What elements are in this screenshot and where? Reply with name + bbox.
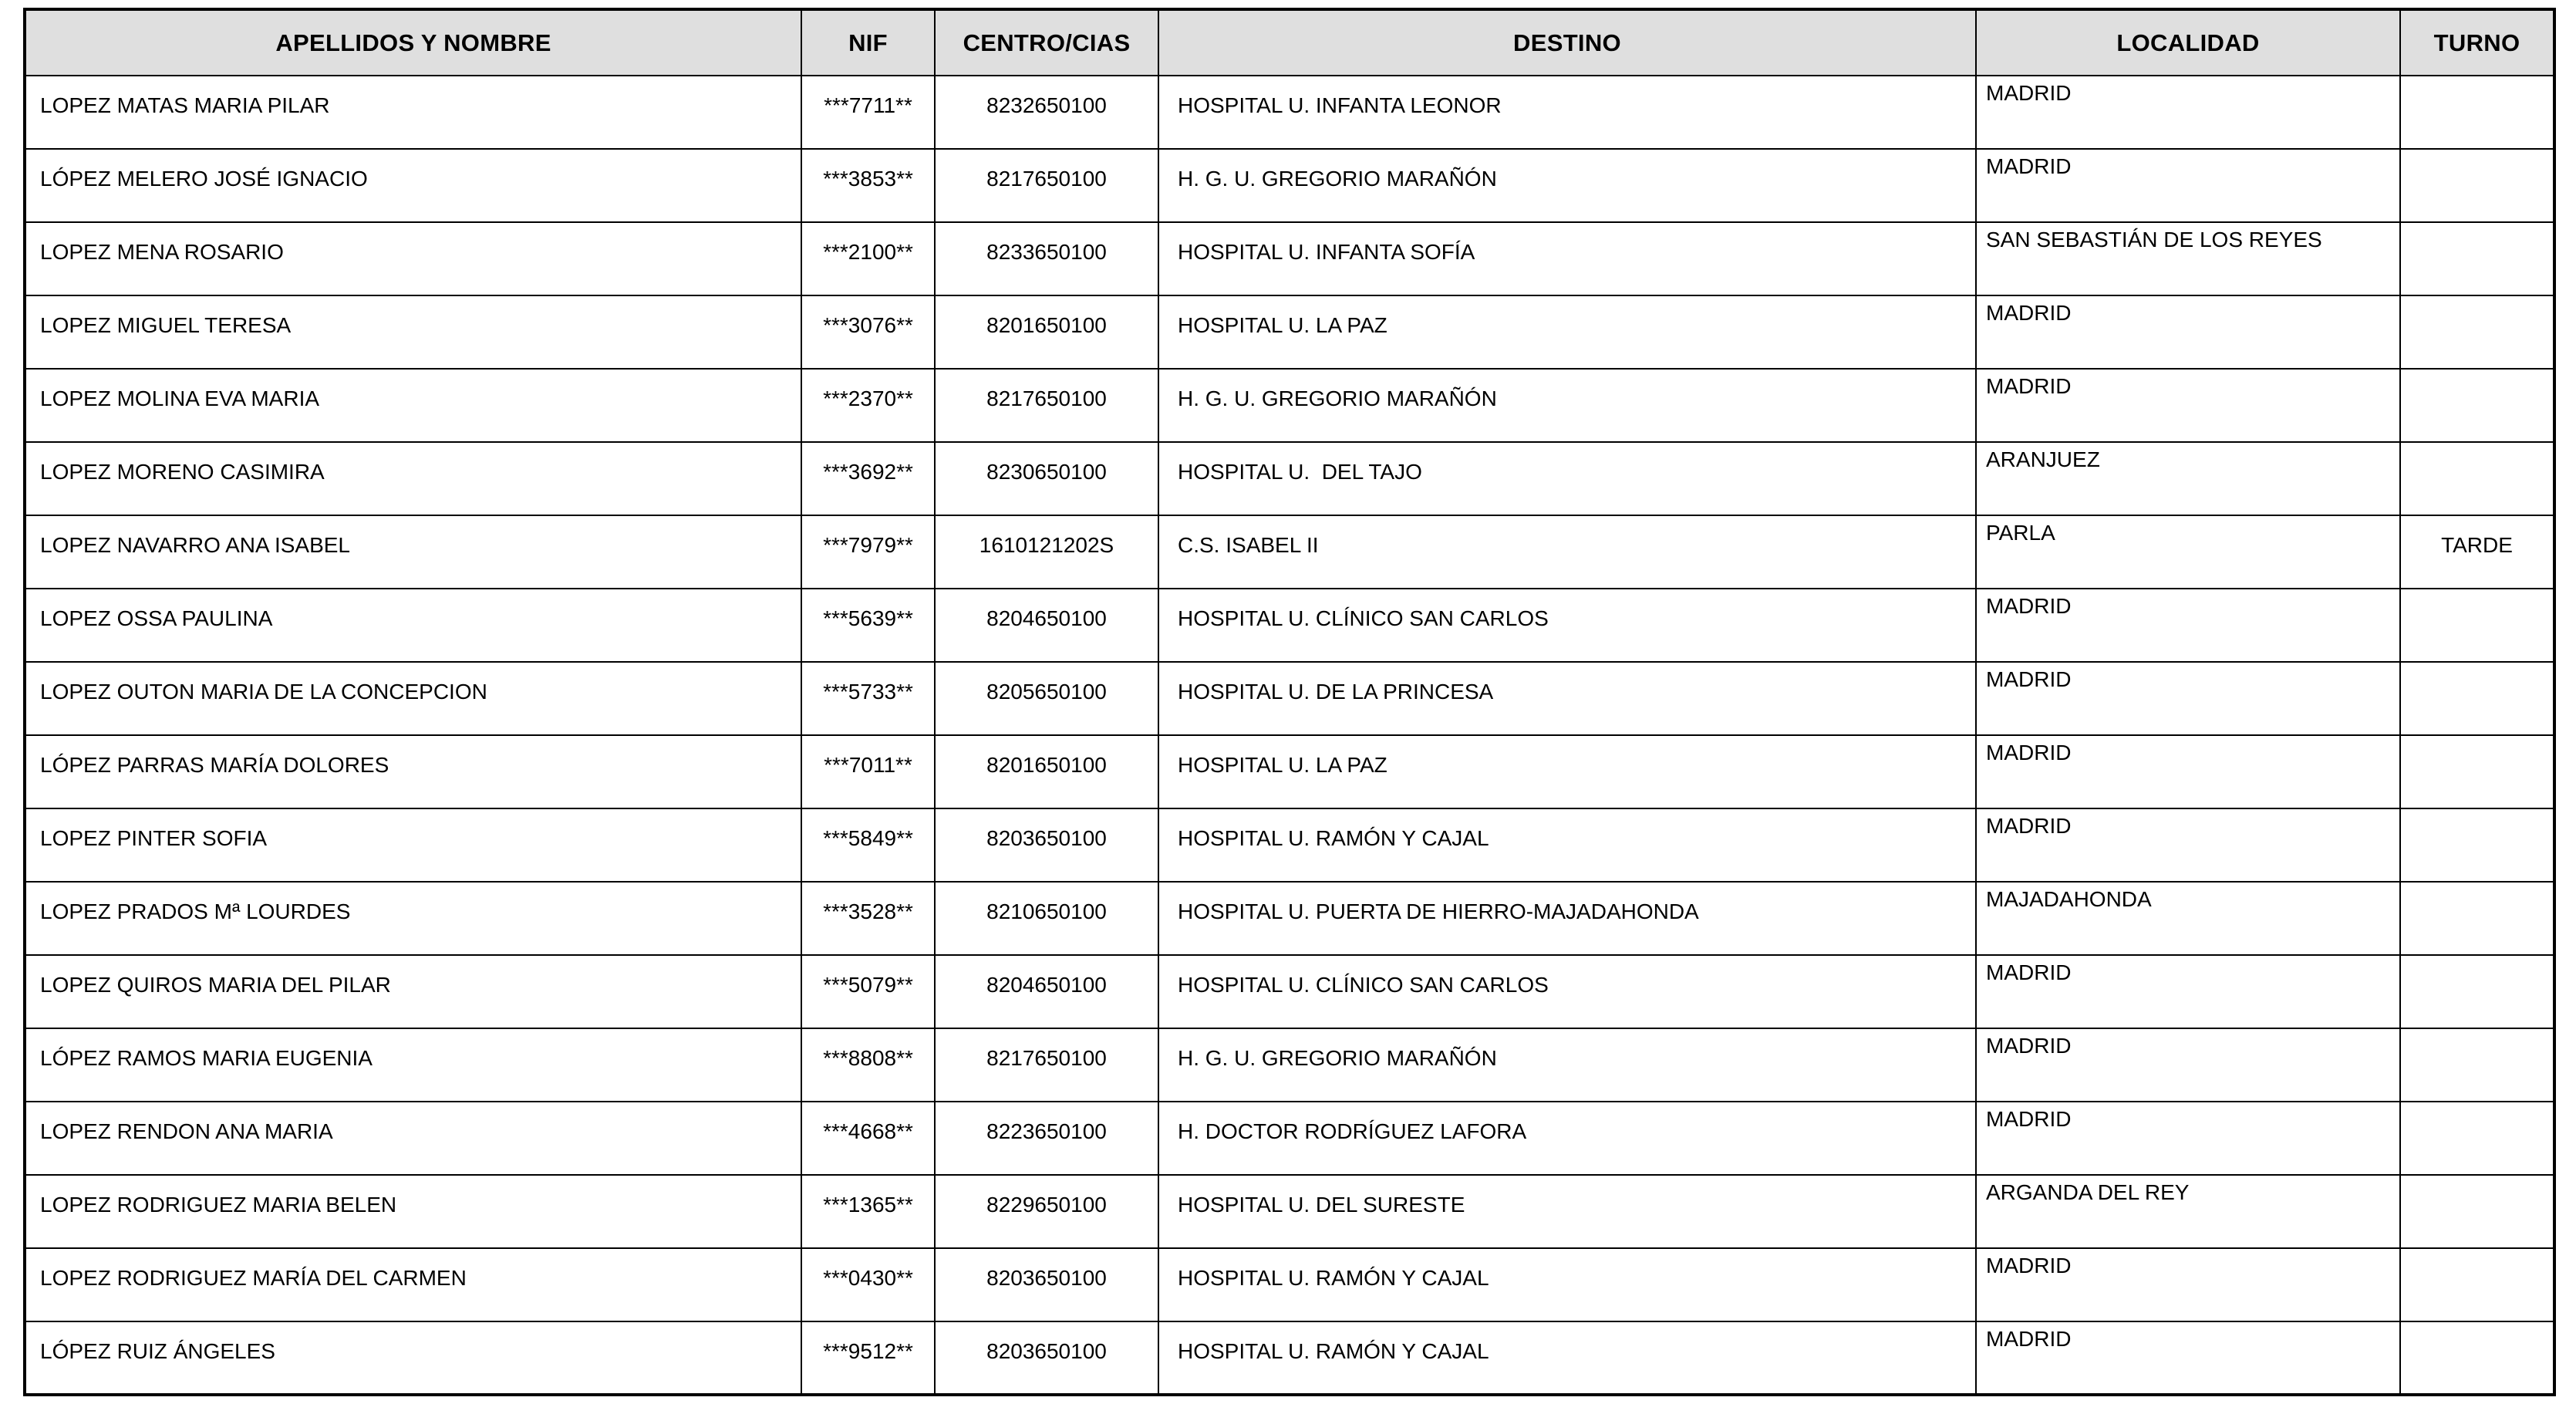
cell-localidad: MADRID (1976, 1028, 2400, 1102)
cell-nombre: LOPEZ QUIROS MARIA DEL PILAR (25, 955, 801, 1028)
cell-destino: C.S. ISABEL II (1158, 515, 1976, 589)
cell-localidad: MADRID (1976, 955, 2400, 1028)
cell-destino: HOSPITAL U. CLÍNICO SAN CARLOS (1158, 955, 1976, 1028)
cell-destino: HOSPITAL U. CLÍNICO SAN CARLOS (1158, 589, 1976, 662)
cell-nif: ***2370** (801, 369, 935, 442)
cell-turno (2400, 1102, 2554, 1175)
table-row (25, 515, 2554, 589)
cell-turno (2400, 222, 2554, 295)
cell-localidad: MADRID (1976, 735, 2400, 808)
table-body (25, 76, 2554, 1395)
cell-centro: 8233650100 (935, 222, 1158, 295)
cell-nif: ***7979** (801, 515, 935, 589)
cell-centro: 8201650100 (935, 295, 1158, 369)
cell-centro: 8204650100 (935, 589, 1158, 662)
cell-turno (2400, 76, 2554, 149)
cell-nif: ***8808** (801, 1028, 935, 1102)
cell-localidad: SAN SEBASTIÁN DE LOS REYES (1976, 222, 2400, 295)
cell-nombre: LOPEZ RODRIGUEZ MARÍA DEL CARMEN (25, 1248, 801, 1321)
cell-nombre: LOPEZ MENA ROSARIO (25, 222, 801, 295)
cell-localidad: MADRID (1976, 149, 2400, 222)
cell-localidad: ARGANDA DEL REY (1976, 1175, 2400, 1248)
cell-nif: ***1365** (801, 1175, 935, 1248)
cell-destino: HOSPITAL U. INFANTA SOFÍA (1158, 222, 1976, 295)
column-header-turno: TURNO (2400, 9, 2554, 76)
cell-centro: 8210650100 (935, 882, 1158, 955)
cell-centro: 8229650100 (935, 1175, 1158, 1248)
cell-turno (2400, 1175, 2554, 1248)
cell-turno (2400, 808, 2554, 882)
table-row (25, 76, 2554, 149)
cell-localidad: MADRID (1976, 808, 2400, 882)
table-row (25, 662, 2554, 735)
cell-nombre: LOPEZ RODRIGUEZ MARIA BELEN (25, 1175, 801, 1248)
table-row (25, 1028, 2554, 1102)
table-row (25, 955, 2554, 1028)
cell-localidad: MADRID (1976, 1102, 2400, 1175)
cell-nombre: LOPEZ PRADOS Mª LOURDES (25, 882, 801, 955)
cell-localidad: MADRID (1976, 662, 2400, 735)
cell-destino: HOSPITAL U. LA PAZ (1158, 295, 1976, 369)
cell-turno (2400, 442, 2554, 515)
header-row (25, 9, 2554, 76)
cell-nombre: LOPEZ MIGUEL TERESA (25, 295, 801, 369)
cell-turno (2400, 369, 2554, 442)
table-row (25, 1175, 2554, 1248)
cell-nif: ***3692** (801, 442, 935, 515)
cell-turno (2400, 1028, 2554, 1102)
table-row (25, 735, 2554, 808)
cell-centro: 8217650100 (935, 149, 1158, 222)
cell-nombre: LOPEZ MATAS MARIA PILAR (25, 76, 801, 149)
cell-destino: HOSPITAL U. RAMÓN Y CAJAL (1158, 808, 1976, 882)
cell-nombre: LOPEZ PINTER SOFIA (25, 808, 801, 882)
cell-centro: 8223650100 (935, 1102, 1158, 1175)
cell-nombre: LOPEZ OUTON MARIA DE LA CONCEPCION (25, 662, 801, 735)
table-row (25, 882, 2554, 955)
cell-nif: ***3853** (801, 149, 935, 222)
cell-centro: 8203650100 (935, 808, 1158, 882)
cell-destino: H. G. U. GREGORIO MARAÑÓN (1158, 149, 1976, 222)
cell-turno (2400, 1248, 2554, 1321)
table-row (25, 808, 2554, 882)
table-row (25, 149, 2554, 222)
cell-nombre: LOPEZ RENDON ANA MARIA (25, 1102, 801, 1175)
cell-localidad: MAJADAHONDA (1976, 882, 2400, 955)
cell-centro: 8217650100 (935, 1028, 1158, 1102)
column-header-localidad: LOCALIDAD (1976, 9, 2400, 76)
cell-nif: ***7711** (801, 76, 935, 149)
cell-nif: ***0430** (801, 1248, 935, 1321)
cell-localidad: MADRID (1976, 295, 2400, 369)
cell-nif: ***4668** (801, 1102, 935, 1175)
table-row (25, 369, 2554, 442)
column-header-apellidos-y-nombre: APELLIDOS Y NOMBRE (25, 9, 801, 76)
column-header-nif: NIF (801, 9, 935, 76)
cell-centro: 8203650100 (935, 1248, 1158, 1321)
table-header (25, 9, 2554, 76)
cell-nif: ***9512** (801, 1321, 935, 1395)
cell-localidad: MADRID (1976, 1248, 2400, 1321)
cell-destino: H. G. U. GREGORIO MARAÑÓN (1158, 1028, 1976, 1102)
cell-nombre: LÓPEZ RAMOS MARIA EUGENIA (25, 1028, 801, 1102)
cell-nif: ***7011** (801, 735, 935, 808)
cell-turno (2400, 295, 2554, 369)
cell-destino: HOSPITAL U. DEL TAJO (1158, 442, 1976, 515)
cell-centro: 8204650100 (935, 955, 1158, 1028)
cell-nif: ***5079** (801, 955, 935, 1028)
assignment-table (23, 8, 2556, 1396)
cell-destino: HOSPITAL U. LA PAZ (1158, 735, 1976, 808)
cell-destino: HOSPITAL U. RAMÓN Y CAJAL (1158, 1321, 1976, 1395)
cell-destino: HOSPITAL U. INFANTA LEONOR (1158, 76, 1976, 149)
cell-destino: H. DOCTOR RODRÍGUEZ LAFORA (1158, 1102, 1976, 1175)
cell-nif: ***5849** (801, 808, 935, 882)
cell-localidad: MADRID (1976, 76, 2400, 149)
cell-centro: 8217650100 (935, 369, 1158, 442)
cell-turno (2400, 1321, 2554, 1395)
table-row (25, 442, 2554, 515)
cell-centro: 8230650100 (935, 442, 1158, 515)
cell-centro: 8203650100 (935, 1321, 1158, 1395)
cell-localidad: MADRID (1976, 589, 2400, 662)
cell-destino: HOSPITAL U. DE LA PRINCESA (1158, 662, 1976, 735)
table-row (25, 1321, 2554, 1395)
cell-localidad: PARLA (1976, 515, 2400, 589)
table-row (25, 222, 2554, 295)
column-header-centro-cias: CENTRO/CIAS (935, 9, 1158, 76)
cell-centro: 8201650100 (935, 735, 1158, 808)
cell-turno (2400, 735, 2554, 808)
column-header-destino: DESTINO (1158, 9, 1976, 76)
table-row (25, 1102, 2554, 1175)
cell-turno (2400, 882, 2554, 955)
cell-destino: H. G. U. GREGORIO MARAÑÓN (1158, 369, 1976, 442)
cell-centro: 8205650100 (935, 662, 1158, 735)
cell-nif: ***3528** (801, 882, 935, 955)
cell-localidad: MADRID (1976, 369, 2400, 442)
cell-nif: ***5639** (801, 589, 935, 662)
cell-localidad: ARANJUEZ (1976, 442, 2400, 515)
cell-nombre: LOPEZ OSSA PAULINA (25, 589, 801, 662)
cell-turno (2400, 955, 2554, 1028)
table-row (25, 295, 2554, 369)
cell-localidad: MADRID (1976, 1321, 2400, 1395)
table-row (25, 589, 2554, 662)
cell-turno (2400, 149, 2554, 222)
cell-nombre: LOPEZ MOLINA EVA MARIA (25, 369, 801, 442)
cell-turno (2400, 662, 2554, 735)
cell-nombre: LOPEZ MORENO CASIMIRA (25, 442, 801, 515)
cell-turno: TARDE (2400, 515, 2554, 589)
cell-destino: HOSPITAL U. RAMÓN Y CAJAL (1158, 1248, 1976, 1321)
cell-nif: ***5733** (801, 662, 935, 735)
cell-nombre: LÓPEZ PARRAS MARÍA DOLORES (25, 735, 801, 808)
cell-nif: ***2100** (801, 222, 935, 295)
cell-nombre: LÓPEZ MELERO JOSÉ IGNACIO (25, 149, 801, 222)
cell-nif: ***3076** (801, 295, 935, 369)
cell-centro: 8232650100 (935, 76, 1158, 149)
cell-nombre: LOPEZ NAVARRO ANA ISABEL (25, 515, 801, 589)
table-row (25, 1248, 2554, 1321)
cell-destino: HOSPITAL U. PUERTA DE HIERRO-MAJADAHONDA (1158, 882, 1976, 955)
cell-nombre: LÓPEZ RUIZ ÁNGELES (25, 1321, 801, 1395)
cell-turno (2400, 589, 2554, 662)
cell-destino: HOSPITAL U. DEL SURESTE (1158, 1175, 1976, 1248)
cell-centro: 1610121202S (935, 515, 1158, 589)
